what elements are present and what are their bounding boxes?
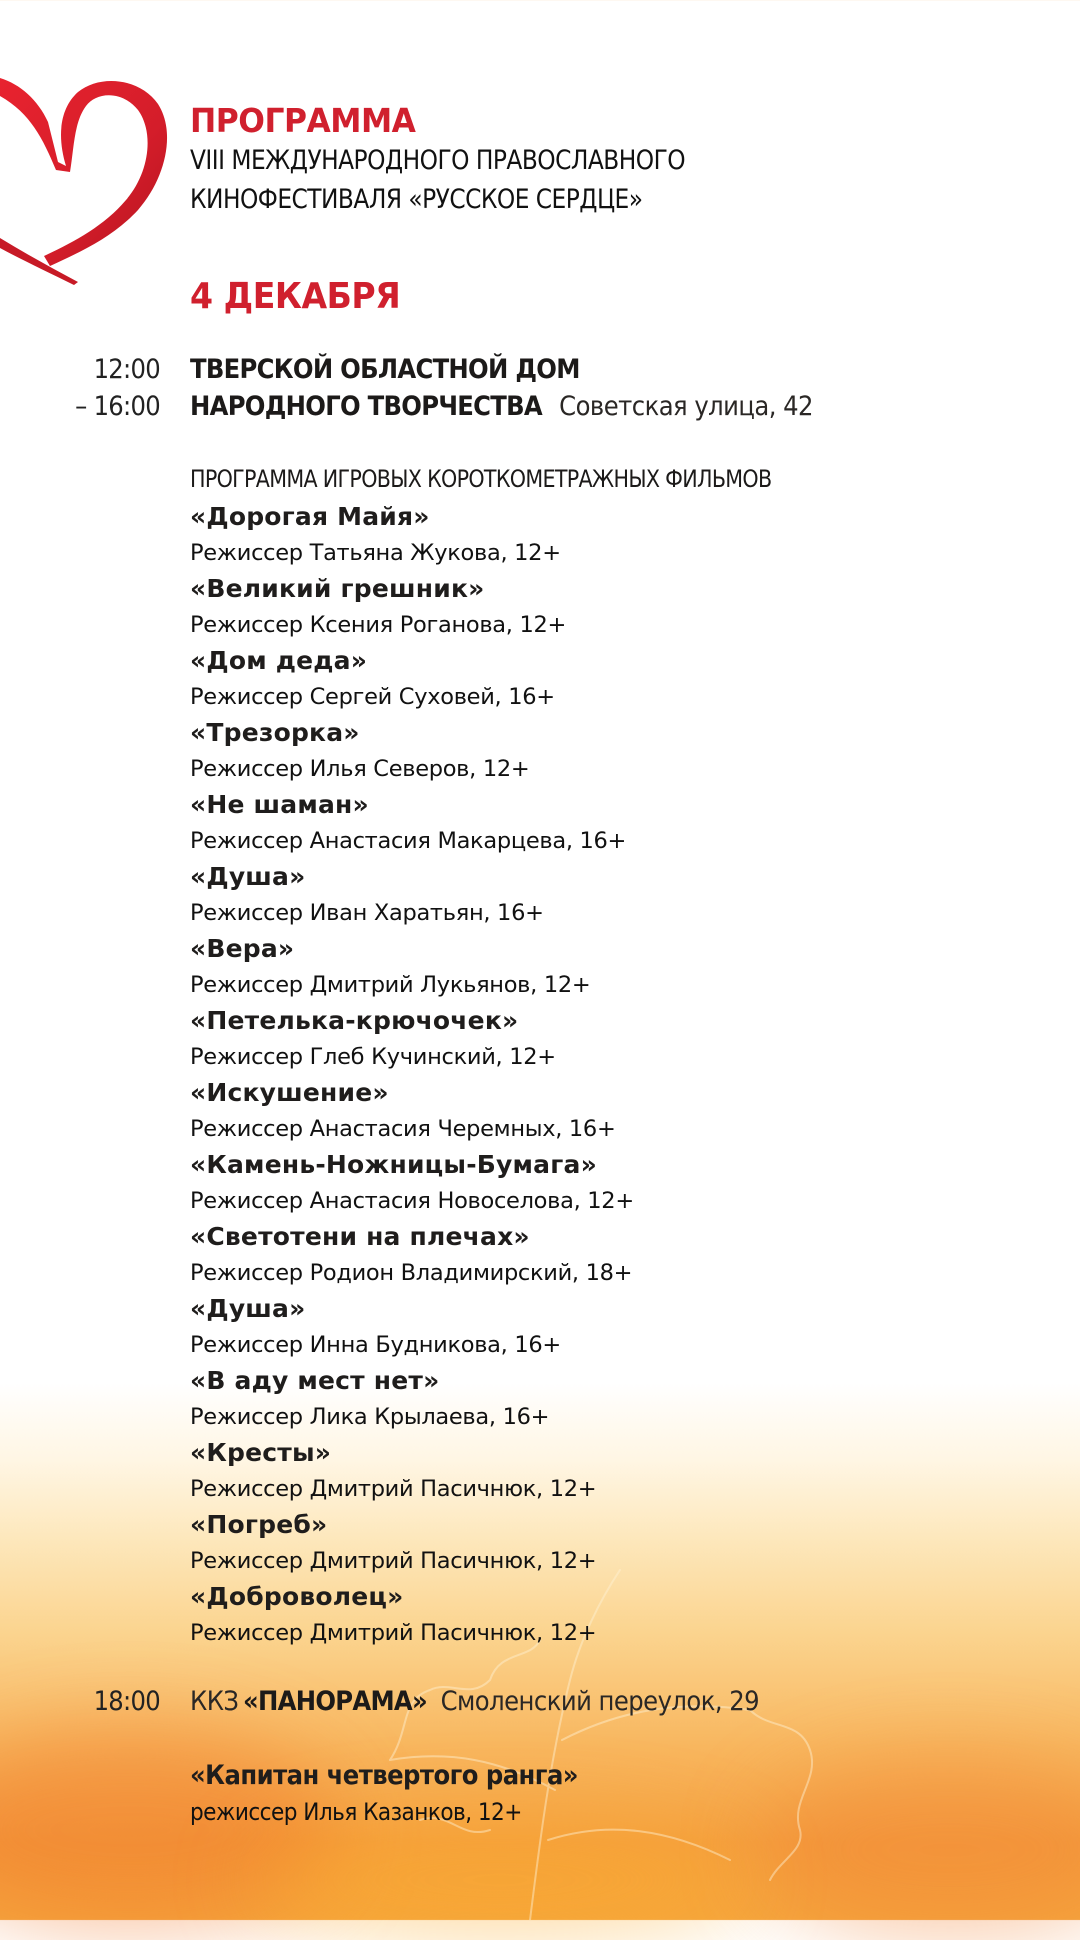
festival-subtitle-line1: VIII МЕЖДУНАРОДНОГО ПРАВОСЛАВНОГО [190,145,686,176]
red-ribbon-heart-icon [0,70,175,285]
film-director: Режиссер Дмитрий Пасичнюк, 12+ [190,1548,597,1574]
venue-name-line2 [190,391,813,422]
venue-address: Смоленский переулок, 29 [440,1686,760,1717]
festival-subtitle-line2: КИНОФЕСТИВАЛЯ «РУССКОЕ СЕРДЦЕ» [190,184,643,215]
film-item [190,1291,634,1363]
film-item [190,1219,634,1291]
film-director: Режиссер Анастасия Макарцева, 16+ [190,828,627,854]
venue-name: НАРОДНОГО ТВОРЧЕСТВА [190,391,542,422]
venue-prefix: ККЗ [190,1686,239,1717]
film-item [190,1579,634,1651]
film-title: «Не шаман» [190,790,369,819]
film-title: «Душа» [190,862,306,891]
film-director: Режиссер Илья Северов, 12+ [190,756,530,782]
section-label: ПРОГРАММА ИГРОВЫХ КОРОТКОМЕТРАЖНЫХ ФИЛЬМОВ [190,465,772,493]
film-director: Режиссер Дмитрий Пасичнюк, 12+ [190,1620,597,1646]
film-director: Режиссер Ксения Роганова, 12+ [190,612,567,638]
film-title: «Великий грешник» [190,574,485,603]
film-item [190,1363,634,1435]
venue-address: Советская улица, 42 [559,391,813,422]
venue-name-line1 [190,354,580,385]
venue-line [190,1686,759,1717]
film-title: «Погреб» [190,1510,328,1539]
film-title: «Камень-Ножницы-Бумага» [190,1150,597,1179]
film-director: Режиссер Дмитрий Пасичнюк, 12+ [190,1476,597,1502]
film-item [190,715,634,787]
film-item [190,1758,621,1830]
event-time-start: 12:00 [93,354,160,385]
film-director: Режиссер Иван Харатьян, 16+ [190,900,544,926]
program-title: ПРОГРАММА [190,101,416,140]
film-title: «Капитан четвертого ранга» [190,1760,578,1791]
venue-name: ТВЕРСКОЙ ОБЛАСТНОЙ ДОМ [190,354,580,385]
film-item [190,787,634,859]
film-director: Режиссер Родион Владимирский, 18+ [190,1260,633,1286]
film-title: «Доброволец» [190,1582,404,1611]
film-title: «В аду мест нет» [190,1366,440,1395]
film-title: «Дом деда» [190,646,368,675]
film-item [190,571,634,643]
film-title: «Трезорка» [190,718,360,747]
event-time-end: – 16:00 [75,391,160,422]
film-title: «Вера» [190,934,295,963]
film-director: Режиссер Инна Будникова, 16+ [190,1332,561,1358]
film-item [190,1435,634,1507]
film-director: Режиссер Татьяна Жукова, 12+ [190,540,561,566]
film-title: «Кресты» [190,1438,332,1467]
film-director: Режиссер Дмитрий Лукьянов, 12+ [190,972,591,998]
film-director: Режиссер Анастасия Новоселова, 12+ [190,1188,634,1214]
film-title: «Петелька-крючочек» [190,1006,519,1035]
film-item [190,499,634,571]
film-director: Режиссер Сергей Суховей, 16+ [190,684,555,710]
film-title: «Светотени на плечах» [190,1222,530,1251]
film-director: Режиссер Лика Крылаева, 16+ [190,1404,550,1430]
film-director: Режиссер Анастасия Черемных, 16+ [190,1116,616,1142]
film-list [190,499,634,1651]
film-director: Режиссер Глеб Кучинский, 12+ [190,1044,556,1070]
film-title: «Искушение» [190,1078,389,1107]
film-item [190,859,634,931]
film-item [190,931,634,1003]
event-date: 4 ДЕКАБРЯ [190,276,401,317]
film-title: «Дорогая Майя» [190,502,430,531]
film-item [190,643,634,715]
film-item [190,1507,634,1579]
event-time-start: 18:00 [93,1686,160,1717]
film-item [190,1075,634,1147]
film-item [190,1147,634,1219]
film-item [190,1003,634,1075]
film-title: «Душа» [190,1294,306,1323]
film-director: режиссер Илья Казанков, 12+ [190,1798,522,1826]
venue-name: «ПАНОРАМА» [243,1686,427,1717]
